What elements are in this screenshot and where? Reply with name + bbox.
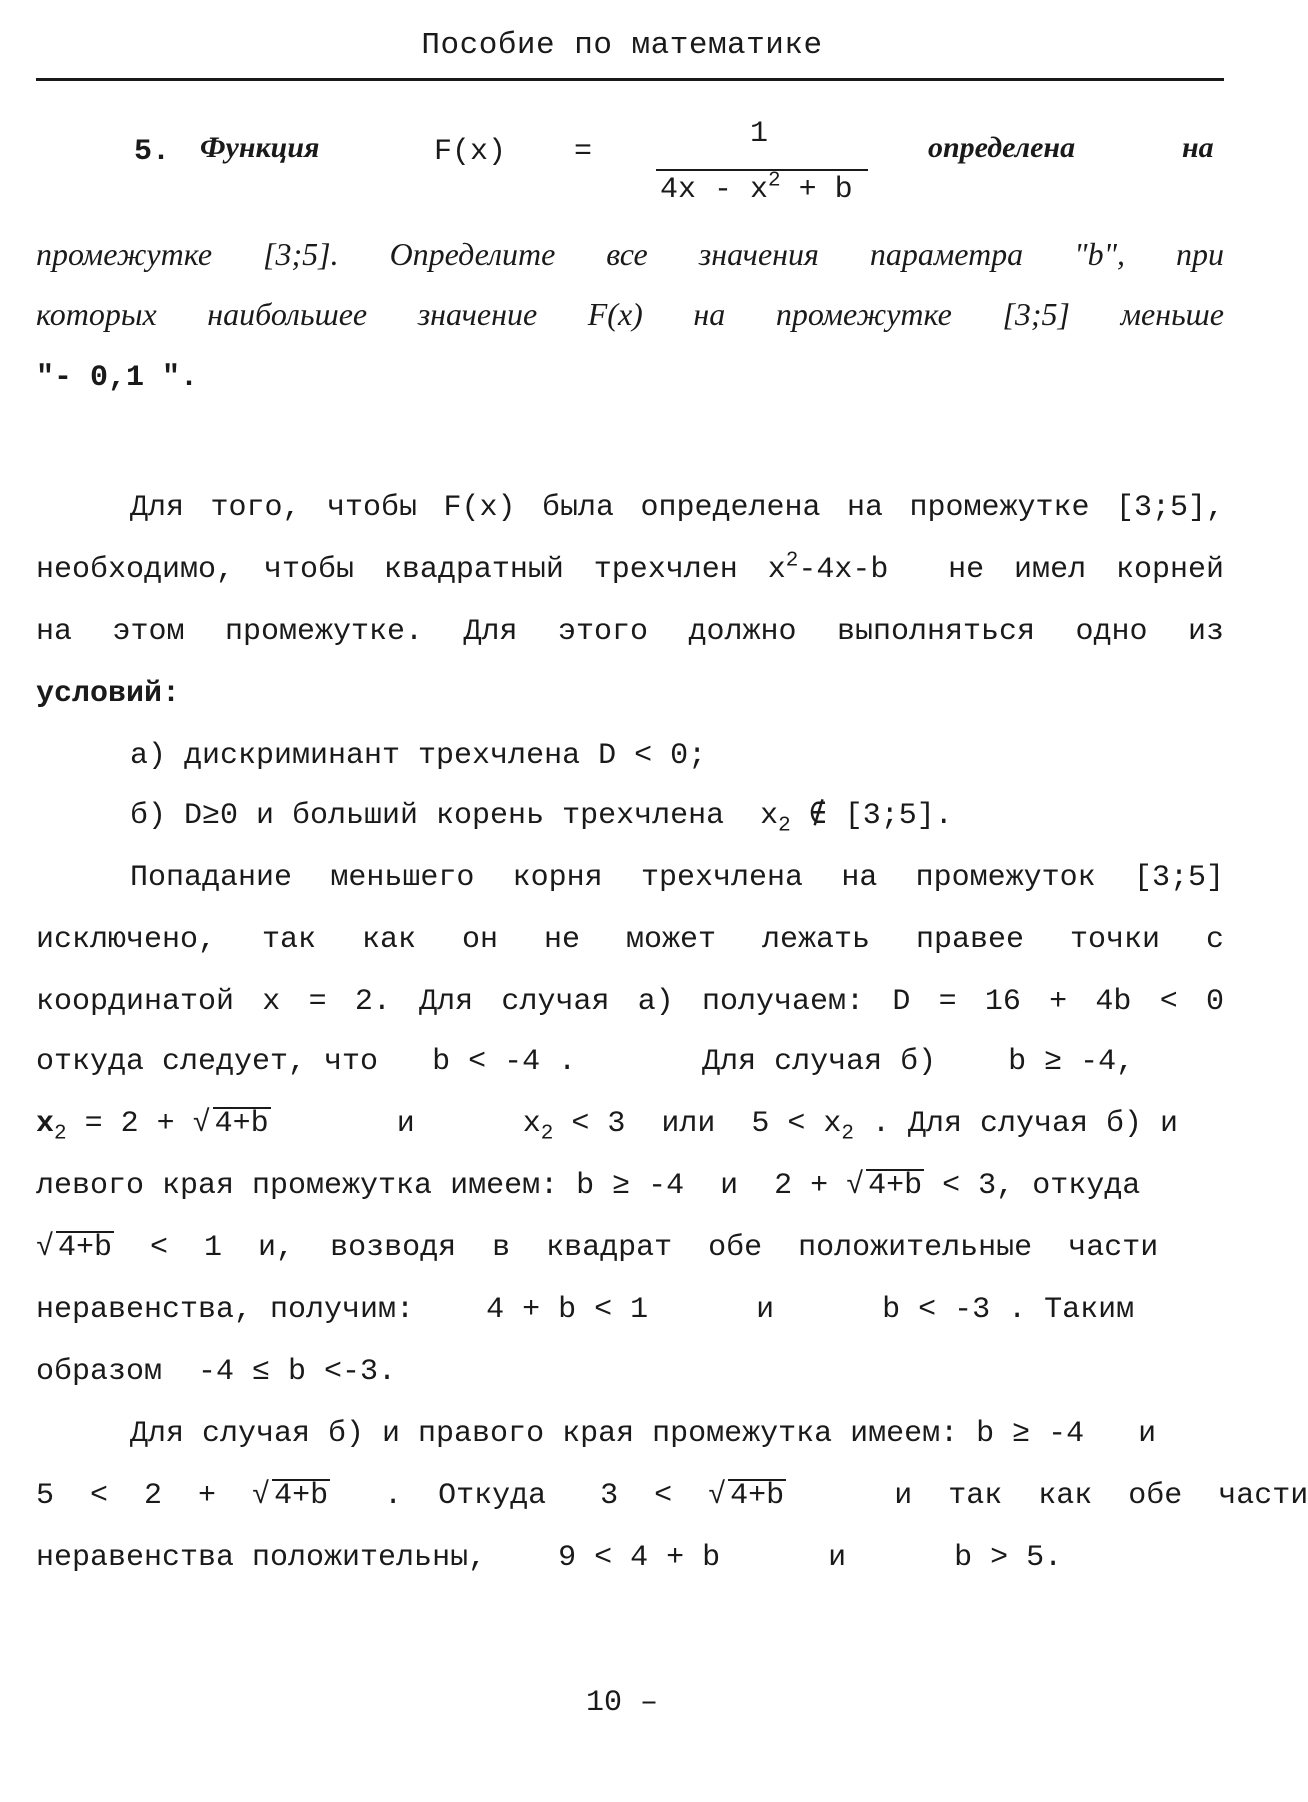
p3-line-2-b: . Откуда 3 < bbox=[330, 1479, 709, 1513]
task-word-function: Функция bbox=[200, 131, 320, 164]
p2-line-6 bbox=[36, 1164, 1224, 1208]
fraction-denominator bbox=[660, 169, 853, 207]
task-statement-line-1 bbox=[0, 117, 1244, 215]
p2-line-5 bbox=[36, 1102, 1224, 1146]
condition-a: а) дискриминант трехчлена D < 0; bbox=[130, 739, 707, 773]
p2-line-5-root: 4+b bbox=[214, 1107, 269, 1141]
radical-sign: √ bbox=[708, 1479, 727, 1513]
condition-b-b: ∉ [3;5]. bbox=[790, 799, 953, 833]
p2-line-5-eq: = 2 + bbox=[66, 1107, 193, 1141]
p1-line-3: на этом промежутке. Для этого должно выполняться одно из bbox=[36, 615, 1224, 649]
p3-line-2-c: и так как обе части bbox=[786, 1479, 1308, 1513]
task-statement-line-4: "- 0,1 ". bbox=[36, 361, 199, 395]
condition-b-subscript: 2 bbox=[778, 814, 791, 838]
p1-line-2-b: -4x-b не имел корней bbox=[798, 553, 1224, 587]
p2-line-5-x: x bbox=[36, 1107, 55, 1141]
radical-sign: √ bbox=[252, 1479, 271, 1513]
p2-line-7-root: 4+b bbox=[58, 1231, 113, 1265]
p1-line-2-a: необходимо, чтобы квадратный трехчлен x bbox=[36, 553, 786, 587]
p2-line-8: неравенства, получим: 4 + b < 1 и b < -3 . Таким bbox=[36, 1293, 1135, 1327]
p2-line-5-rest: < 3 или 5 < x bbox=[553, 1107, 842, 1141]
radical-sign: √ bbox=[846, 1169, 865, 1203]
running-header: Пособие по математике bbox=[421, 28, 823, 63]
p2-line-4: откуда следует, что b < -4 . Для случая б) b ≥ -4, bbox=[36, 1045, 1135, 1079]
p2-line-2: исключено, так как он не может лежать правее точки с bbox=[36, 923, 1224, 957]
task-word-defined: определена bbox=[928, 131, 1076, 164]
fraction-bar bbox=[656, 169, 868, 171]
task-statement-line-3: которых наибольшее значение F(x) на промежутке [3;5] меньше bbox=[36, 296, 1224, 332]
p3-line-2-a: 5 < 2 + bbox=[36, 1479, 253, 1513]
p3-line-2-root2: 4+b bbox=[730, 1479, 785, 1513]
p3-line-3: неравенства положительны, 9 < 4 + b и b > 5. bbox=[36, 1541, 1063, 1575]
p1-line-4: условий: bbox=[36, 677, 181, 711]
fraction-numerator: 1 bbox=[750, 117, 769, 151]
p1-line-1: Для того, чтобы F(x) была определена на промежутке [3;5], bbox=[130, 491, 1224, 525]
task-number: 5. bbox=[134, 135, 171, 169]
task-word-on: на bbox=[1182, 131, 1214, 164]
p2-line-1: Попадание меньшего корня трехчлена на промежуток [3;5] bbox=[130, 861, 1224, 895]
p2-line-5-sub2: 2 bbox=[540, 1122, 554, 1146]
header-rule bbox=[36, 78, 1224, 81]
denominator-part-a: 4x - x bbox=[660, 173, 769, 207]
p2-line-7-text: < 1 и, возводя в квадрат обе положительные части bbox=[114, 1231, 1159, 1265]
denominator-part-b: + b bbox=[780, 173, 853, 207]
p3-line-2 bbox=[36, 1474, 1308, 1518]
p2-line-5-and: и x bbox=[270, 1107, 541, 1141]
radical-sign: √ bbox=[36, 1231, 55, 1265]
p2-line-7 bbox=[36, 1226, 1224, 1270]
radical-sign: √ bbox=[192, 1107, 211, 1141]
p1-line-2 bbox=[36, 548, 1224, 592]
p3-line-2-root: 4+b bbox=[274, 1479, 329, 1513]
denominator-exponent: 2 bbox=[768, 169, 781, 193]
p2-line-9: образом -4 ≤ b <-3. bbox=[36, 1355, 397, 1389]
page-number: 10 – bbox=[585, 1686, 658, 1720]
condition-b bbox=[130, 794, 1224, 838]
p2-line-3: координатой x = 2. Для случая а) получаем: D = 16 + 4b < 0 bbox=[36, 985, 1224, 1019]
task-statement-line-2: промежутке [3;5]. Определите все значения параметра "b", при bbox=[36, 236, 1224, 272]
p1-line-2-exponent: 2 bbox=[785, 549, 799, 573]
p2-line-6-b: < 3, откуда bbox=[924, 1169, 1141, 1203]
task-equals: = bbox=[574, 135, 593, 169]
condition-b-a: б) D≥0 и больший корень трехчлена x bbox=[130, 799, 779, 833]
p2-line-5-sub3: 2 bbox=[841, 1122, 854, 1146]
p2-line-6-a: левого края промежутка имеем: b ≥ -4 и 2 + bbox=[36, 1169, 847, 1203]
p2-line-5-sub: 2 bbox=[54, 1122, 67, 1146]
p2-line-5-end: . Для случая б) и bbox=[854, 1107, 1179, 1141]
p3-line-1: Для случая б) и правого края промежутка имеем: b ≥ -4 и bbox=[130, 1417, 1157, 1451]
task-fx: F(x) bbox=[434, 135, 507, 169]
p2-line-6-root: 4+b bbox=[868, 1169, 923, 1203]
